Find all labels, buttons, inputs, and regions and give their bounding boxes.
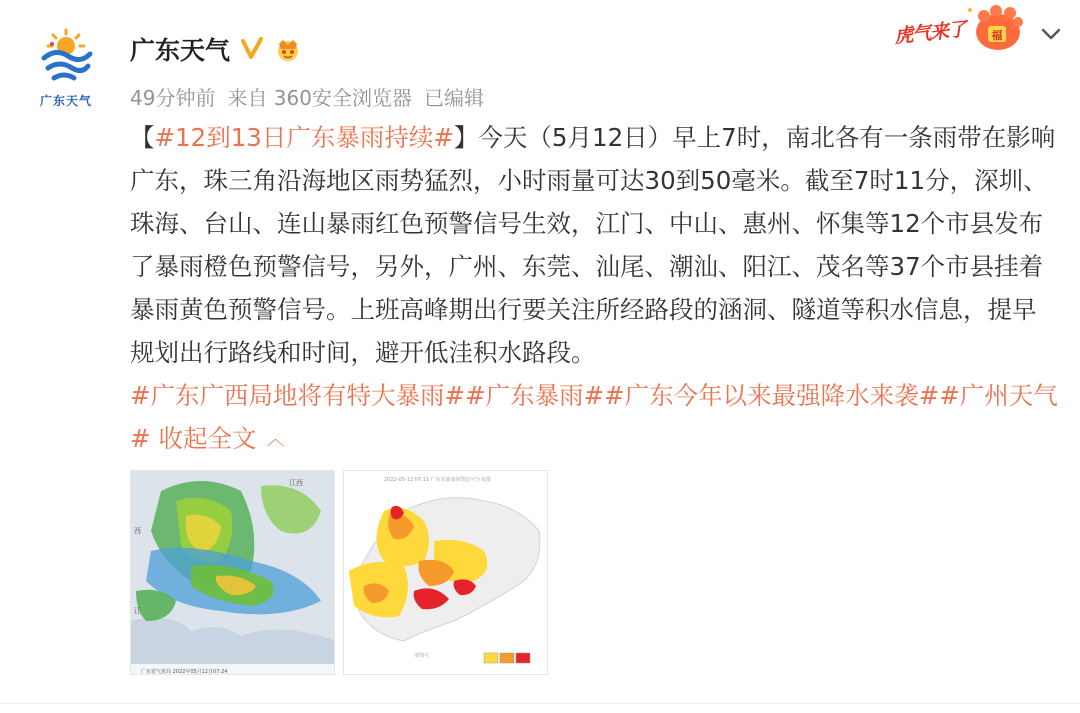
svg-text:2022-05-12 07:11 广东省暴雨预警信号分布图: 2022-05-12 07:11 广东省暴雨预警信号分布图 [384,477,491,483]
logo-label: 广东天气 [39,94,92,108]
post-content [130,116,1060,463]
hashtag-link[interactable]: #广州天气# [130,381,1058,453]
collapse-text-button[interactable]: 收起全文 ︿ [159,424,285,453]
warning-map-image[interactable] [343,470,548,675]
post-meta [130,82,484,111]
svg-text:审图号: 审图号 [414,653,430,659]
lucky-bag-icon [890,4,1030,52]
account-name[interactable]: 广东天气 [130,36,231,65]
svg-text:江: 江 [134,607,141,615]
bracket-close: 】 [453,123,479,152]
hashtag-link[interactable]: #广东广西局地将有特大暴雨# [130,381,466,410]
festival-badge[interactable] [890,4,1030,52]
user-row [130,32,302,66]
festival-text: 虎气来了 [893,18,968,48]
post-body: 今天（5月12日）早上7时，南北各有一条雨带在影响广东，珠三角沿海地区雨势猛烈，小时雨量可达30到50毫米。截至7时11分，深圳、珠海、台山、连山暴雨红色预警信号生效，江门、中山、惠州、怀集等12个市县发布了暴雨橙色预警信号，另外，广州、东莞、汕尾、潮汕、阳江、茂名等37个市县挂着暴雨黄色预警信号。上班高峰期出行要关注所经路段的涵洞、隧道等积水信息，提早规划出行路线和时间，避开低洼积水路段。 [130,123,1056,367]
edited-label[interactable]: 已编辑 [423,86,484,110]
hashtag-link[interactable]: #广东今年以来最强降水来袭# [604,381,940,410]
divider [0,703,1080,704]
weather-logo-icon [28,26,104,92]
bracket-open: 【 [130,123,155,152]
avatar[interactable] [28,26,104,108]
hashtag-link[interactable]: #广东暴雨# [465,381,605,410]
svg-text:广东省气象局 2022年05月12日07:24: 广东省气象局 2022年05月12日07:24 [141,669,228,675]
topic-link[interactable]: #12到13日广东暴雨持续# [154,123,454,152]
svg-text:福: 福 [991,29,1003,42]
post-time[interactable]: 49分钟前 [130,86,216,110]
svg-text:西: 西 [134,527,141,535]
chevron-down-icon[interactable] [1038,22,1064,46]
chevron-up-icon: ︿ [266,429,285,450]
post-source: 来自 360安全浏览器 [227,86,412,110]
svg-text:江西: 江西 [289,479,303,487]
radar-map-image[interactable] [130,470,335,675]
vip-crown-icon [274,36,302,62]
verified-badge-icon [240,37,264,61]
